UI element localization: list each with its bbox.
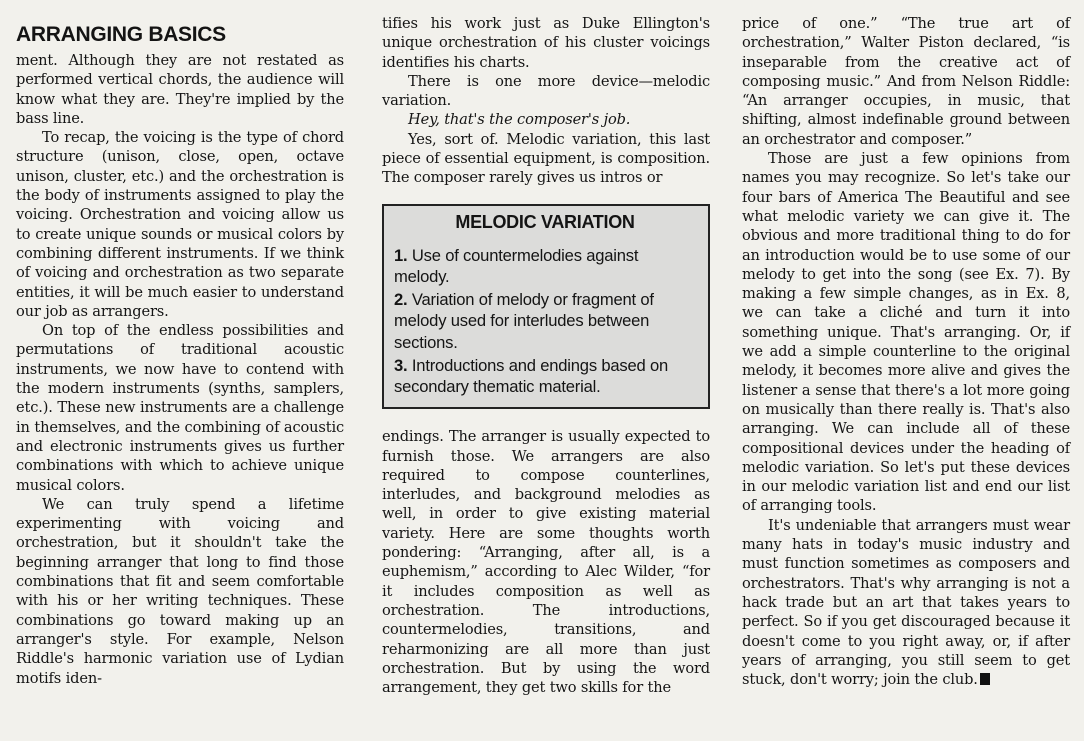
end-of-article-mark xyxy=(980,673,990,685)
item-text: Use of countermelodies against melody. xyxy=(394,245,639,287)
paragraph: endings. The arranger is usually expected to furnish those. We arrangers are also required to compose counterlines, interludes, and background melodies as well, in order to give existing material variety. Here are some thoughts worth pondering: “Arranging, after all, is a euphemism,” according to Alec Wilder, “for it includes composition as well as orchestration. The introductions, countermelodies, transitions, and reharmonizing are all more than just orchestration. But by using the word arrangement, they get two skills for the xyxy=(382,428,710,697)
sidebar-list-item xyxy=(394,245,696,287)
item-text: Introductions and endings based on secondary thematic material. xyxy=(394,355,669,397)
melodic-variation-box xyxy=(382,204,710,410)
column-3 xyxy=(742,14,1070,689)
paragraph: There is one more device—melodic variation. xyxy=(382,72,710,110)
item-number: 2. xyxy=(394,290,408,310)
paragraph-text: It's undeniable that arrangers must wear many hats in today's music industry and must function sometimes as composers and orchestrators. That's why arranging is not a hack trade but an art that takes years to perfect. So if you get discouraged because it doesn't come to you right away, or, if after years of arranging, you still seem to get stuck, don't worry; join the club. xyxy=(742,516,1070,689)
column-2 xyxy=(382,14,710,697)
sidebar-list-item xyxy=(394,355,696,397)
sidebar-list-item xyxy=(394,289,696,353)
paragraph: Yes, sort of. Melodic variation, this last piece of essential equipment, is composition. The composer rarely gives us intros or xyxy=(382,130,710,187)
article-title: ARRANGING BASICS xyxy=(16,23,226,46)
item-text: Variation of melody or fragment of melody used for interludes between sections. xyxy=(394,290,654,352)
item-number: 1. xyxy=(394,245,408,265)
dialogue-line: Hey, that's the composer's job. xyxy=(408,111,631,129)
sidebar-title: MELODIC VARIATION xyxy=(455,211,635,232)
column-1 xyxy=(16,14,344,688)
paragraph: tifies his work just as Duke Ellington's unique orchestration of his cluster voicings identifies his charts. xyxy=(382,15,710,71)
paragraph: On top of the endless possibilities and permutations of traditional acoustic instruments, we now have to contend with the modern instruments (synths, samplers, etc.). These new instruments are a challenge in themselves, and the combining of acoustic and electronic instruments gives us further combinations with which to achieve unique musical colors. xyxy=(16,322,344,494)
paragraph xyxy=(742,516,1070,690)
paragraph: Those are just a few opinions from names you may recognize. So let's take our four bars of America The Beautiful and see what melodic variety we can give it. The obvious and more traditional thing to do for an introduction would be to use some of our melody to get into the song (see Ex. 7). By making a few simple changes, as in Ex. 8, we can take a cliché and turn it into something unique. That's arranging. Or, if we add a simple counterline to the original melody, it becomes more alive and gives the listener a sense that there's a lot more going on musically than there really is. That's also arranging. We can include all of these compositional devices under the heading of melodic variation. So let's put these devices in our melodic variation list and end our list of arranging tools. xyxy=(742,150,1070,515)
item-number: 3. xyxy=(394,355,408,375)
paragraph: ment. Although they are not restated as performed vertical chords, the audience will know what they are. They're implied by the bass line. xyxy=(16,52,344,127)
paragraph: price of one.” “The true art of orchestration,” Walter Piston declared, “is inseparable from the creative act of composing music.” And from Nelson Riddle: “An arranger occupies, in music, that shifting, almost indefinable ground between an orchestrator and composer.” xyxy=(742,15,1070,148)
paragraph: To recap, the voicing is the type of chord structure (unison, close, open, octave unison, cluster, etc.) and the orchestration is the body of instruments assigned to play the voicing. Orchestration and voicing allow us to create unique sounds or musical colors by combining different instruments. If we think of voicing and orchestration as two separate entities, it will be much easier to understand our job as arrangers. xyxy=(16,129,344,320)
paragraph: We can truly spend a lifetime experimenting with voicing and orchestration, but it shouldn't take the beginning arranger that long to find those combinations that fit and seem comfortable with his or her writing techniques. These combinations go toward making up an arranger's style. For example, Nelson Riddle's harmonic variation use of Lydian motifs iden- xyxy=(16,495,344,687)
